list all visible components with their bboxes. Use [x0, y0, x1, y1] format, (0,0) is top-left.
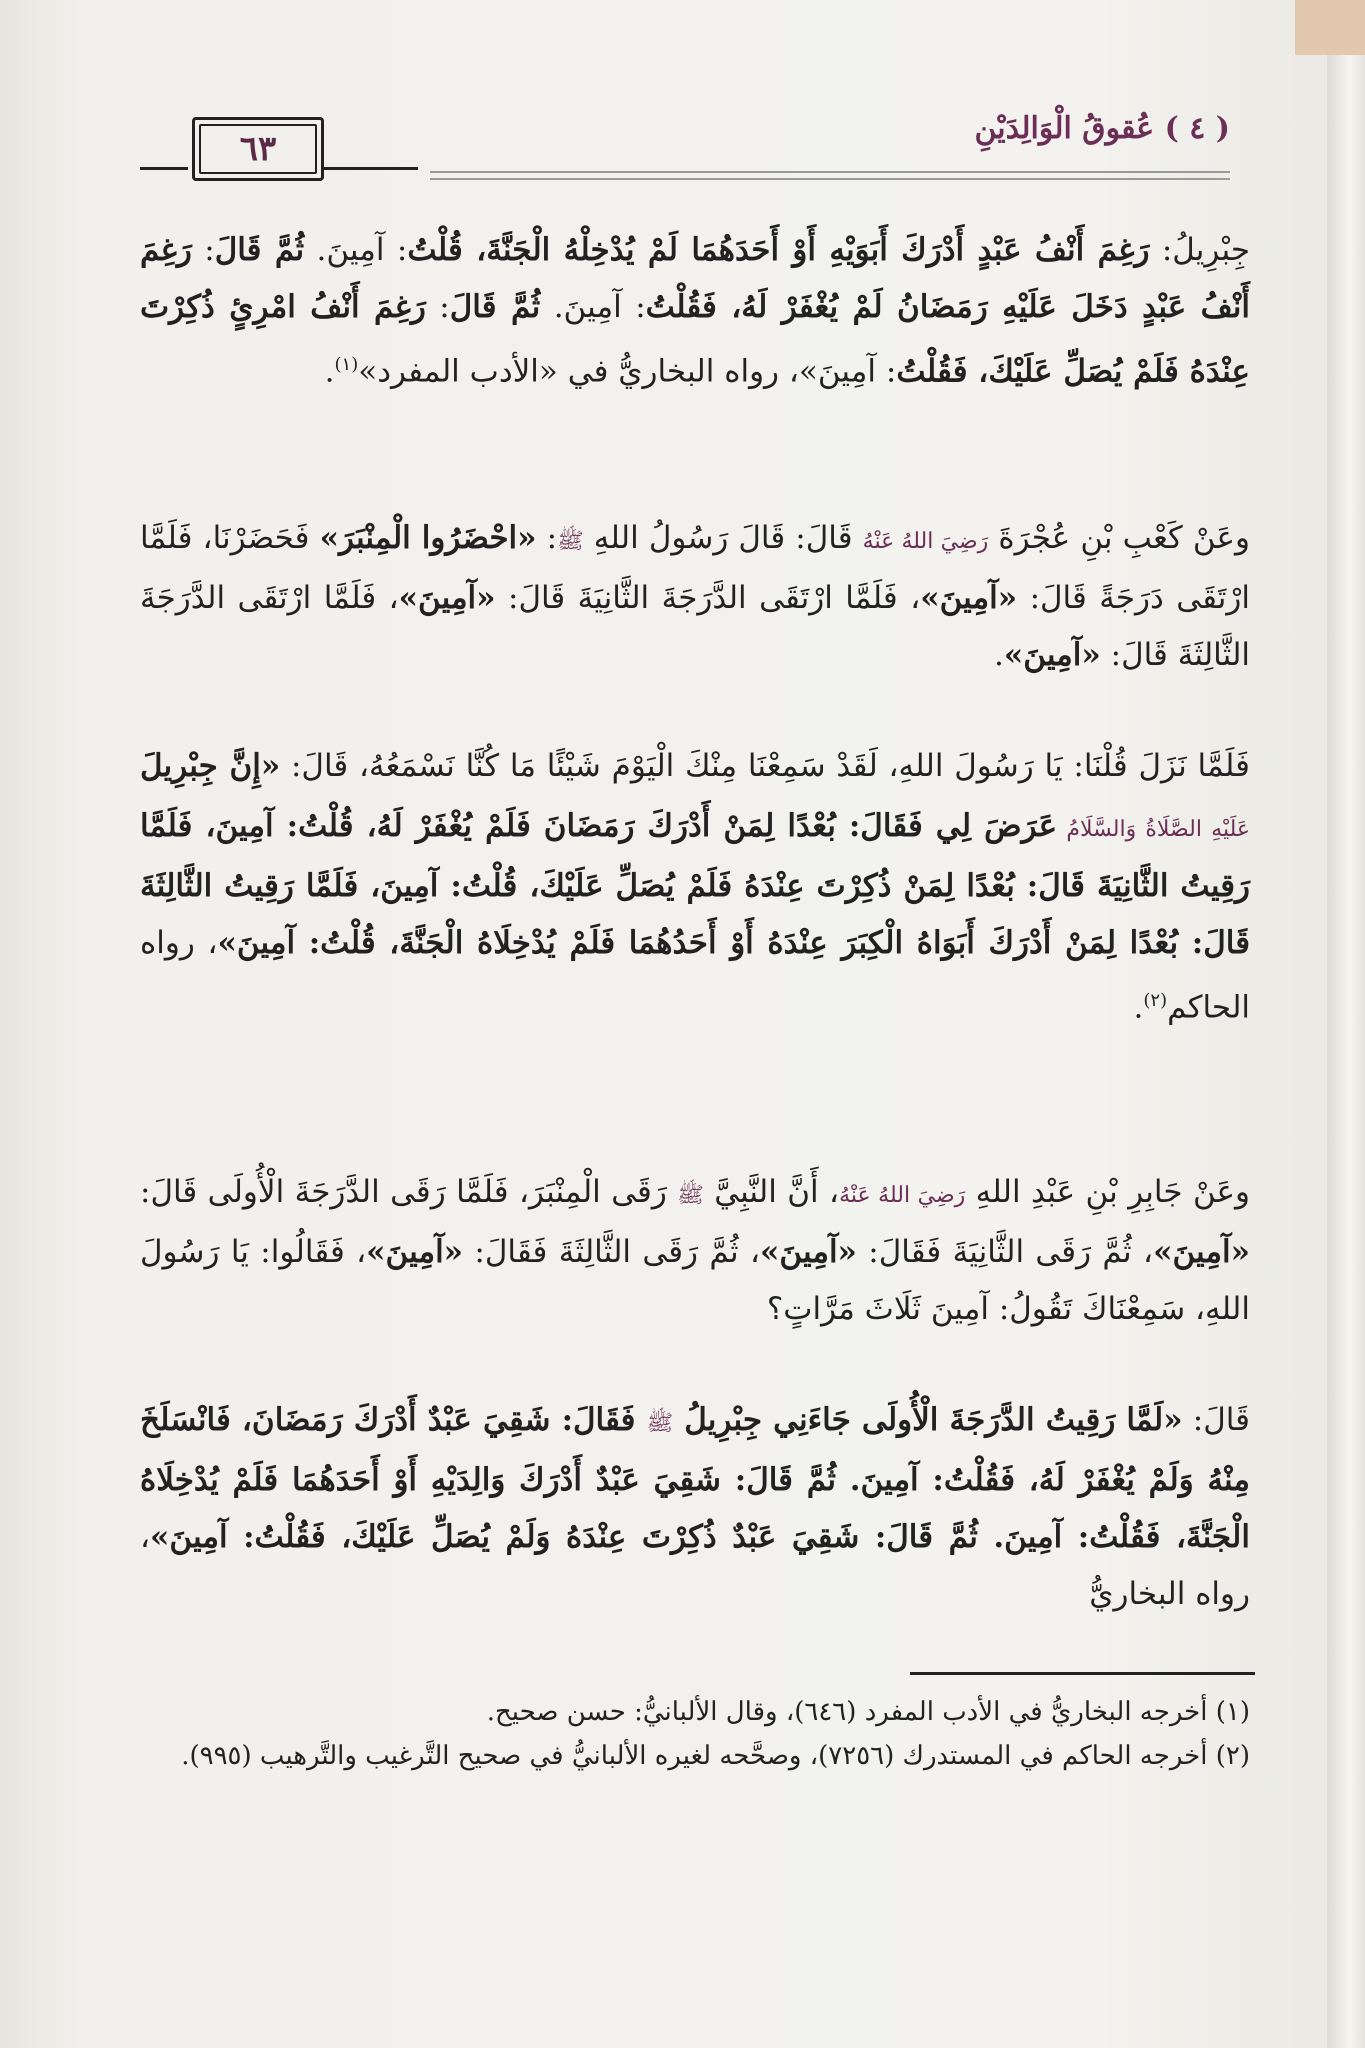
paragraph-2: [140, 510, 1250, 684]
text-run: فَلَمَّا نَزَلَ قُلْنَا: يَا رَسُولَ اللهِ، لَقَدْ سَمِعْنَا مِنْكَ الْيَوْمَ شَيْئًا مَا كُنَّا نَسْمَعُهُ، قَالَ:: [280, 748, 1250, 784]
footnotes: [140, 1690, 1250, 1778]
chapter-title: ( ٤ ) عُقوقُ الْوَالِدَيْنِ: [974, 111, 1230, 146]
corner-tab: [1295, 0, 1365, 55]
honorific: ﷺ: [677, 1183, 704, 1208]
footnote-ref: (١): [334, 354, 359, 375]
paragraph-3: [140, 738, 1250, 1036]
text-run: عَرَضَ لِي فَقَالَ: بُعْدًا لِمَنْ أَدْرَكَ رَمَضَانَ فَلَمْ يُغْفَرْ لَهُ، قُلْتُ: آمِينَ، فَلَمَّا رَقِيتُ الثَّانِيَةَ قَالَ: بُعْدًا لِمَنْ ذُكِرْتَ عِنْدَهُ فَلَمْ يُصَلِّ عَلَيْكَ، قُلْتُ: آمِينَ، فَلَمَّا رَقِيتُ الثَّالِثَةَ قَالَ: بُعْدًا لِمَنْ أَدْرَكَ أَبَوَاهُ الْكِبَرَ عِنْدَهُ أَوْ أَحَدُهُمَا فَلَمْ يُدْخِلَاهُ الْجَنَّةَ، قُلْتُ: آمِينَ»: [140, 808, 1251, 961]
text-run: .: [1133, 989, 1144, 1026]
page-number-box: [192, 117, 324, 181]
text-run: .: [324, 353, 335, 390]
text-run: ، فَلَمَّا ارْتَقَى الدَّرَجَةَ الثَّالِثَةَ قَالَ:: [140, 580, 1250, 673]
text-run: «آمِينَ»: [1003, 637, 1101, 673]
text-run: ، رواه البخاريُّ: [140, 1519, 1250, 1612]
text-run: ثُمَّ قَالَ: [449, 289, 541, 325]
honorific: رَضِيَ اللهُ عَنْهُ: [839, 1183, 966, 1208]
text-run: رَغِمَ أَنْفُ امْرِئٍ ذُكِرْتَ عِنْدَهُ فَلَمْ يُصَلِّ عَلَيْكَ، فَقُلْتُ: [140, 289, 1250, 390]
text-run: «آمِينَ»: [366, 1234, 464, 1270]
text-run: ، فَقَالُوا: يَا رَسُولَ اللهِ، سَمِعْنَاكَ تَقُولُ: آمِينَ ثَلَاثَ مَرَّاتٍ؟: [140, 1234, 1250, 1327]
text-run: «آمِينَ»: [1153, 1234, 1250, 1270]
text-run: جِبْرِيلُ:: [1149, 232, 1250, 268]
text-run: ، فَلَمَّا ارْتَقَى الدَّرَجَةَ الثَّانِيَةَ قَالَ:: [495, 580, 921, 616]
text-run: قَالَ: قَالَ رَسُولُ اللهِ: [583, 520, 863, 556]
header-rule-left: [140, 167, 188, 170]
text-run: رَقَى الْمِنْبَرَ، فَلَمَّا رَقَى الدَّرَجَةَ الْأُولَى قَالَ:: [140, 1174, 678, 1210]
title-underline: [430, 171, 1230, 180]
text-run: ، ثُمَّ رَقَى الثَّالِثَةَ فَقَالَ:: [463, 1234, 761, 1270]
paragraph-4: [140, 1164, 1250, 1338]
text-run: ، ثُمَّ رَقَى الثَّانِيَةَ فَقَالَ:: [856, 1234, 1154, 1270]
honorific: عَلَيْهِ الصَّلَاةُ وَالسَّلَامُ: [1057, 817, 1251, 842]
text-run: وعَنْ جَابِرِ بْنِ عَبْدِ اللهِ: [965, 1174, 1251, 1210]
text-run: «آمِينَ»: [920, 580, 1018, 616]
text-run: فَقَالَ: شَقِيَ عَبْدٌ أَدْرَكَ رَمَضَانَ، فَانْسَلَخَ مِنْهُ وَلَمْ يُغْفَرْ لَهُ، فَقُلْتُ: آمِينَ. ثُمَّ قَالَ: شَقِيَ عَبْدٌ أَدْرَكَ وَالِدَيْهِ أَوْ أَحَدَهُمَا فَلَمْ يُدْخِلَاهُ الْجَنَّةَ، فَقُلْتُ: آمِينَ. ثُمَّ قَالَ: شَقِيَ عَبْدٌ ذُكِرْتَ عِنْدَهُ وَلَمْ يُصَلِّ عَلَيْكَ، فَقُلْتُ: آمِينَ»: [140, 1402, 1250, 1555]
text-run: ، رواه الحاكم: [140, 925, 1250, 1026]
text-run: «آمِينَ»: [760, 1234, 857, 1270]
text-run: «آمِينَ»: [398, 580, 496, 616]
text-run: قَالَ:: [1182, 1402, 1250, 1438]
text-run: ثُمَّ قَالَ: [214, 232, 305, 268]
footnote-2: (٢) أخرجه الحاكم في المستدرك (٧٢٥٦)، وصحَّحه لغيره الألبانيُّ في صحيح التَّرغيب والتَّرهيب (٩٩٥).: [181, 1741, 1250, 1771]
text-run: : آمِينَ.: [540, 289, 646, 325]
text-run: : آمِينَ»، رواه البخاريُّ في «الأدب المفرد»: [358, 353, 897, 390]
header-rule-right: [322, 167, 418, 170]
text-run: :: [191, 232, 215, 268]
honorific: ﷺ: [646, 1411, 674, 1436]
page-edge: [1327, 0, 1365, 2048]
text-run: :: [536, 520, 558, 556]
footnote-ref: (٢): [1143, 990, 1168, 1011]
text-run: :: [425, 289, 450, 325]
text-run: .: [994, 637, 1004, 673]
text-run: «لَمَّا رَقِيتُ الدَّرَجَةَ الْأُولَى جَاءَنِي جِبْرِيلُ: [673, 1402, 1183, 1438]
text-run: «احْضَرُوا الْمِنْبَرَ»: [319, 520, 537, 556]
text-run: رَغِمَ أَنْفُ عَبْدٍ دَخَلَ عَلَيْهِ رَمَضَانُ لَمْ يُغْفَرْ لَهُ، فَقُلْتُ: [140, 232, 1250, 325]
footnote-1: (١) أخرجه البخاريُّ في الأدب المفرد (٦٤٦)، وقال الألبانيُّ: حسن صحيح.: [486, 1697, 1250, 1727]
text-run: ، أَنَّ النَّبِيَّ: [703, 1174, 840, 1210]
text-run: فَحَضَرْنَا، فَلَمَّا ارْتَقَى دَرَجَةً قَالَ:: [140, 520, 1250, 616]
page-number: ٦٣: [239, 129, 277, 169]
paragraph-1: [140, 222, 1250, 400]
paragraph-5: [140, 1392, 1250, 1623]
text-run: «إِنَّ جِبْرِيلَ: [140, 748, 281, 784]
footnote-divider: [910, 1672, 1255, 1675]
honorific: رَضِيَ اللهُ عَنْهُ: [862, 529, 989, 554]
text-run: : آمِينَ.: [304, 232, 408, 268]
page-header: [130, 105, 1230, 185]
text-run: وعَنْ كَعْبِ بْنِ عُجْرَةَ: [988, 520, 1250, 556]
honorific: ﷺ: [557, 529, 584, 554]
text-run: رَغِمَ أَنْفُ عَبْدٍ أَدْرَكَ أَبَوَيْهِ أَوْ أَحَدَهُمَا لَمْ يُدْخِلْهُ الْجَنَّةَ، قُلْتُ: [407, 232, 1150, 268]
